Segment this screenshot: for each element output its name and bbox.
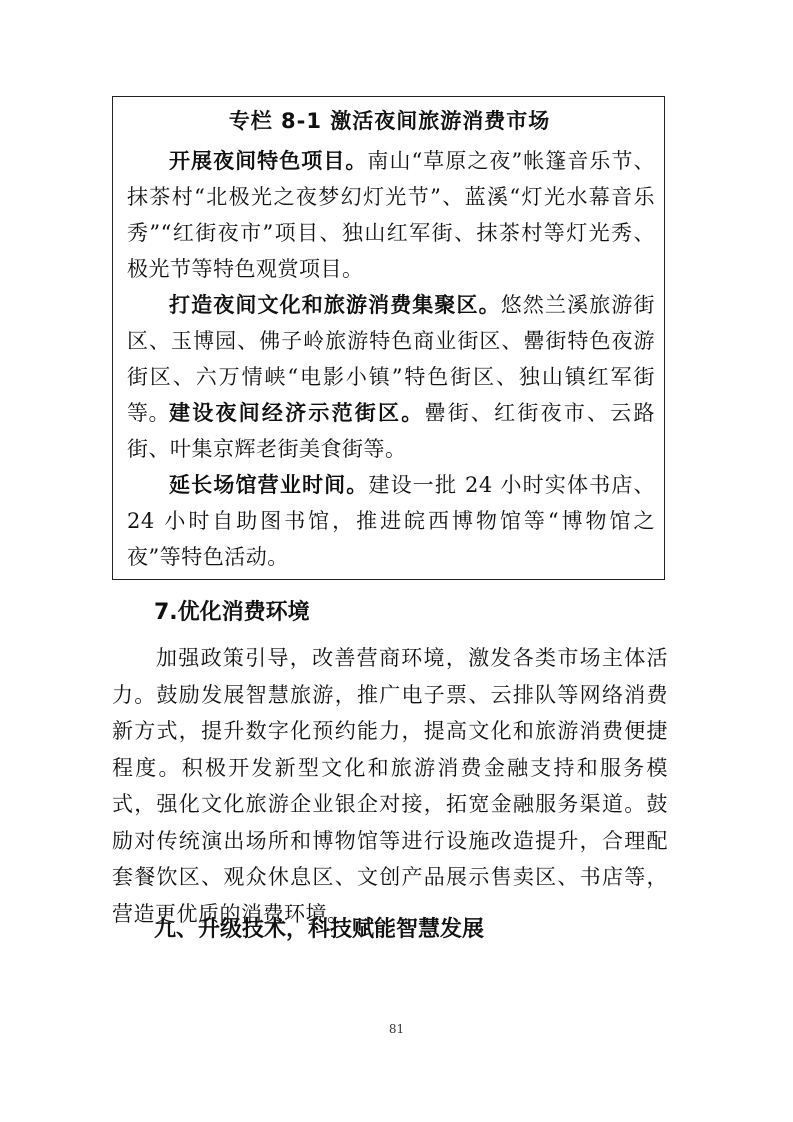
section-body-paragraph: 加强政策引导，改善营商环境，激发各类市场主体活力。鼓励发展智慧旅游，推广电子票、云排队等网络消费新方式，提升数字化预约能力，提高文化和旅游消费便捷程度。积极开发新型文化和旅游消费金融支持和服务模式，强化文化旅游企业银企对接，拓宽金融服务渠道。鼓励对传统演出场所和博物馆等进行设施改造提升，合理配套餐饮区、观众休息区、文创产品展示售卖区、书店等，营造更优质的消费环境。 [112,646,668,926]
page-number: 81 [388,1022,405,1036]
box-item-lead: 打造夜间文化和旅游消费集聚区。 [169,293,501,317]
box-item-text: 悠然兰溪旅游街区、玉博园、佛子岭旅游特色商业街区、罍街特色夜游街区、六万情峡“电影小镇”特色街区、独山镇红军街等。 [127,293,656,425]
box-item-text: 罍街、红街夜市、云路街、叶集京辉老街美食街等。 [127,401,656,461]
box-item-text: 建设一批 24 小时实体书店、24 小时自助图书馆，推进皖西博物馆等“博物馆之夜”等特色活动。 [127,473,655,569]
section-heading: 7.优化消费环境 [154,600,310,625]
box-item [127,467,655,575]
box-item-lead: 开展夜间特色项目。 [169,149,368,173]
chapter-heading: 九、升级技术，科技赋能智慧发展 [154,917,485,942]
box-title: 专栏 8-1 激活夜间旅游消费市场 [228,109,551,133]
box-item [127,395,655,467]
feature-box [112,96,665,580]
box-item-lead: 延长场馆营业时间。 [169,473,369,497]
box-item-lead: 建设夜间经济示范街区。 [169,401,425,425]
box-item [127,143,655,287]
box-item-text: 南山“草原之夜”帐篷音乐节、抹茶村“北极光之夜梦幻灯光节”、蓝溪“灯光水幕音乐秀”“红街夜市”项目、独山红军街、抹茶村等灯光秀、极光节等特色观赏项目。 [127,149,655,281]
